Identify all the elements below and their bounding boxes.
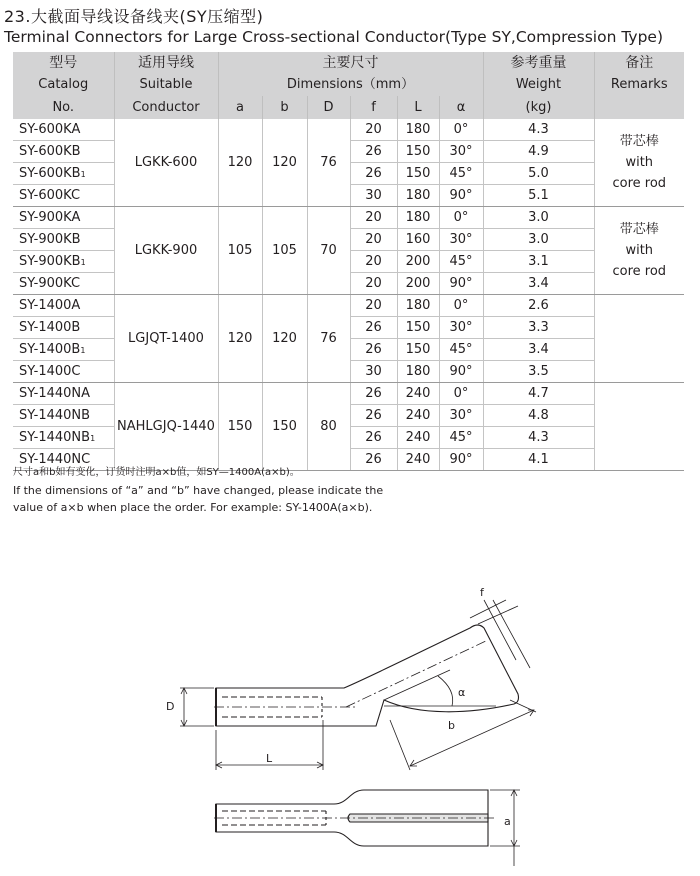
dim-f-cell: 26	[350, 449, 397, 471]
title-en: Terminal Connectors for Large Cross-sectional Conductor(Type SY,Compression Type)	[4, 28, 663, 46]
dim-a-cell: 105	[218, 207, 262, 295]
dim-L-cell: 180	[397, 361, 439, 383]
weight-cell: 3.5	[483, 361, 594, 383]
weight-cell: 3.1	[483, 251, 594, 273]
dim-f-cell: 26	[350, 317, 397, 339]
weight-cell: 3.4	[483, 273, 594, 295]
label-b: b	[448, 719, 455, 732]
straight-connector	[214, 790, 520, 866]
weight-cell: 3.3	[483, 317, 594, 339]
dim-b-cell: 120	[262, 295, 307, 383]
hdr-remarks-cn: 备注	[594, 52, 684, 73]
hdr-catalog-no: No.	[13, 96, 114, 119]
dim-b-cell: 120	[262, 119, 307, 207]
catalog-no: SY-1440NB	[19, 430, 91, 445]
dim-D-cell: 76	[307, 295, 350, 383]
dim-D-cell: 80	[307, 383, 350, 471]
catalog-suffix: 1	[80, 170, 86, 179]
hdr-col-D: D	[307, 96, 350, 119]
dim-f-cell: 26	[350, 383, 397, 405]
conductor-cell: LGJQT-1400	[114, 295, 218, 383]
remark-line: core rod	[612, 176, 667, 191]
weight-cell: 3.0	[483, 207, 594, 229]
hdr-dims-en: Dimensions（mm）	[218, 73, 483, 96]
dim-alpha-cell: 0°	[439, 207, 483, 229]
catalog-no: SY-1440NC	[19, 452, 91, 467]
dim-f-cell: 20	[350, 119, 397, 141]
dim-alpha-cell: 30°	[439, 317, 483, 339]
hdr-catalog-cn: 型号	[13, 52, 114, 73]
dim-alpha-cell: 45°	[439, 251, 483, 273]
dim-f-cell: 20	[350, 273, 397, 295]
dim-f-cell: 30	[350, 185, 397, 207]
dim-L-cell: 150	[397, 317, 439, 339]
remark-line: with	[625, 155, 654, 170]
dim-f-cell: 20	[350, 207, 397, 229]
dim-L-cell: 200	[397, 251, 439, 273]
catalog-no: SY-600KB	[19, 144, 81, 159]
catalog-suffix: 1	[80, 258, 86, 267]
hdr-dims-cn: 主要尺寸	[218, 52, 483, 73]
catalog-no: SY-1400A	[19, 298, 81, 313]
dim-f-cell: 20	[350, 251, 397, 273]
weight-cell: 4.3	[483, 119, 594, 141]
hdr-col-a: a	[218, 96, 262, 119]
dim-f-cell: 26	[350, 427, 397, 449]
dim-alpha-cell: 0°	[439, 295, 483, 317]
dim-f-cell: 26	[350, 163, 397, 185]
catalog-no: SY-900KC	[19, 276, 81, 291]
dim-f-cell: 26	[350, 141, 397, 163]
weight-cell: 3.4	[483, 339, 594, 361]
label-f: f	[480, 586, 484, 599]
label-D: D	[166, 700, 175, 713]
dim-L-cell: 200	[397, 273, 439, 295]
dim-b-cell: 105	[262, 207, 307, 295]
catalog-suffix: 1	[80, 346, 86, 355]
dim-a-cell: 150	[218, 383, 262, 471]
hdr-remarks-en: Remarks	[594, 73, 684, 96]
hdr-catalog-en: Catalog	[13, 73, 114, 96]
dim-L-cell: 150	[397, 141, 439, 163]
dim-alpha-cell: 45°	[439, 427, 483, 449]
hdr-col-L: L	[397, 96, 439, 119]
hdr-weight-unit: (kg)	[483, 96, 594, 119]
catalog-no: SY-900KB	[19, 232, 81, 247]
weight-cell: 2.6	[483, 295, 594, 317]
dim-a-cell: 120	[218, 119, 262, 207]
weight-cell: 5.1	[483, 185, 594, 207]
catalog-no: SY-1400B	[19, 342, 81, 357]
dim-L-cell: 180	[397, 185, 439, 207]
dim-alpha-cell: 30°	[439, 405, 483, 427]
catalog-no: SY-900KB	[19, 254, 81, 269]
title-cn: 23.大截面导线设备线夹(SY压缩型)	[4, 7, 264, 26]
dim-f-cell: 30	[350, 361, 397, 383]
dim-alpha-cell: 45°	[439, 339, 483, 361]
hdr-weight-cn: 参考重量	[483, 52, 594, 73]
hdr-conductor-en: Suitable	[114, 73, 218, 96]
remark-line: 带芯棒	[619, 134, 659, 149]
hdr-conductor-cn: 适用导线	[114, 52, 218, 73]
dimension-lines	[180, 600, 536, 770]
dim-alpha-cell: 90°	[439, 185, 483, 207]
catalog-no: SY-900KA	[19, 210, 81, 225]
dim-b-cell: 150	[262, 383, 307, 471]
remark-line: 带芯棒	[619, 222, 659, 237]
dim-a-cell: 120	[218, 295, 262, 383]
weight-cell: 4.3	[483, 427, 594, 449]
weight-cell: 5.0	[483, 163, 594, 185]
dim-L-cell: 180	[397, 207, 439, 229]
dim-alpha-cell: 30°	[439, 229, 483, 251]
catalog-no: SY-600KC	[19, 188, 81, 203]
conductor-cell: LGKK-900	[114, 207, 218, 295]
label-L: L	[266, 752, 273, 765]
dim-alpha-cell: 45°	[439, 163, 483, 185]
weight-cell: 3.0	[483, 229, 594, 251]
weight-cell: 4.9	[483, 141, 594, 163]
catalog-no: SY-1440NB	[19, 408, 91, 423]
conductor-cell: NAHLGJQ-1440	[114, 383, 218, 471]
dim-L-cell: 240	[397, 449, 439, 471]
label-alpha: α	[458, 686, 466, 699]
hdr-col-alpha: α	[439, 96, 483, 119]
dim-D-cell: 70	[307, 207, 350, 295]
hdr-col-b: b	[262, 96, 307, 119]
label-a: a	[504, 815, 511, 828]
hdr-col-f: f	[350, 96, 397, 119]
dim-D-cell: 76	[307, 119, 350, 207]
dim-alpha-cell: 90°	[439, 449, 483, 471]
dim-L-cell: 240	[397, 405, 439, 427]
dim-L-cell: 240	[397, 383, 439, 405]
dim-alpha-cell: 90°	[439, 273, 483, 295]
catalog-no: SY-600KB	[19, 166, 81, 181]
dim-L-cell: 240	[397, 427, 439, 449]
dim-alpha-cell: 0°	[439, 383, 483, 405]
conductor-cell: LGKK-600	[114, 119, 218, 207]
catalog-no: SY-1400C	[19, 364, 81, 379]
dim-alpha-cell: 0°	[439, 119, 483, 141]
note-cn: 尺寸a和b如有变化，订货时注明a×b值，如SY—1400A(a×b)。	[13, 467, 300, 478]
catalog-no: SY-1440NA	[19, 386, 91, 401]
dim-L-cell: 150	[397, 339, 439, 361]
weight-cell: 4.8	[483, 405, 594, 427]
remark-line: with	[625, 243, 654, 258]
catalog-no: SY-1400B	[19, 320, 81, 335]
dim-L-cell: 150	[397, 163, 439, 185]
remark-line: core rod	[612, 264, 667, 279]
catalog-suffix: 1	[90, 434, 96, 443]
angled-connector	[214, 625, 519, 726]
dim-alpha-cell: 90°	[439, 361, 483, 383]
note-en: If the dimensions of “a” and “b” have changed, please indicate the value of a×b when place the order. For example: SY-1400A(a×b).	[13, 484, 384, 514]
dim-f-cell: 26	[350, 339, 397, 361]
catalog-no: SY-600KA	[19, 122, 81, 137]
dim-alpha-cell: 30°	[439, 141, 483, 163]
dim-f-cell: 20	[350, 295, 397, 317]
hdr-conductor-en2: Conductor	[114, 96, 218, 119]
weight-cell: 4.7	[483, 383, 594, 405]
dim-L-cell: 160	[397, 229, 439, 251]
hdr-weight-en: Weight	[483, 73, 594, 96]
weight-cell: 4.1	[483, 449, 594, 471]
dim-f-cell: 20	[350, 229, 397, 251]
dim-L-cell: 180	[397, 295, 439, 317]
dim-f-cell: 26	[350, 405, 397, 427]
dim-L-cell: 180	[397, 119, 439, 141]
